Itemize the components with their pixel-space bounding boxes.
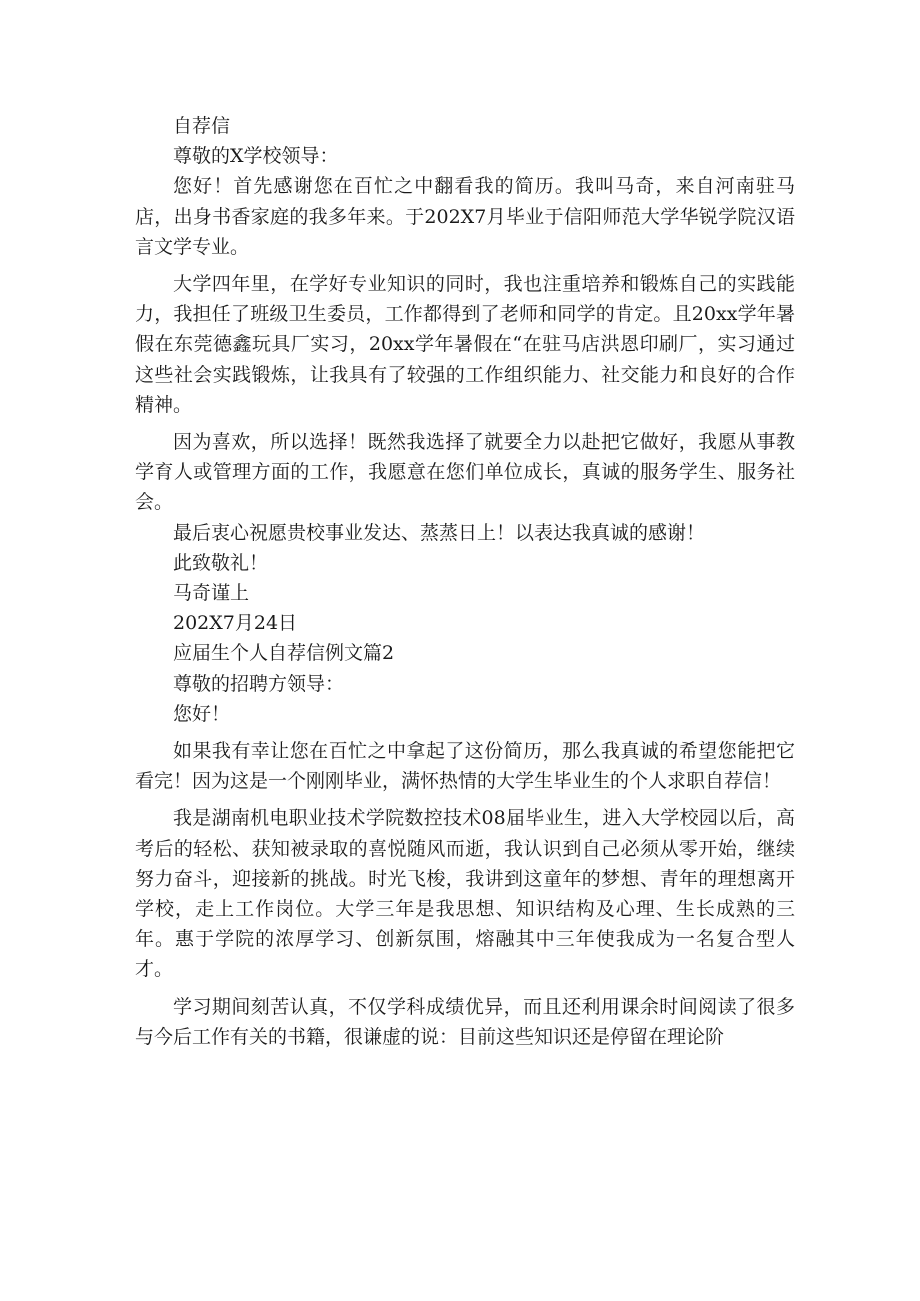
closing-salute: 此致敬礼！ (173, 551, 269, 574)
document-body (135, 111, 795, 1052)
paragraph-choice: 因为喜欢，所以选择！既然我选择了就要全力以赴把它做好，我愿从事教学育人或管理方面的工作，我愿意在您们单位成长，真诚的服务学生、服务社会。 (135, 431, 795, 514)
paragraph-closing-wish: 最后衷心祝愿贵校事业发达、蒸蒸日上！以表达我真诚的感谢！ (173, 521, 706, 544)
paragraph-university: 大学四年里，在学好专业知识的同时，我也注重培养和锻炼自己的实践能力，我担任了班级卫生委员，工作都得到了老师和同学的肯定。且20xx学年暑假在东莞德鑫玩具厂实习，20xx学年暑假在“在驻马店洪恩印刷厂，实习通过这些社会实践锻炼，让我具有了较强的工作组织能力、社交能力和良好的合作精神。 (135, 273, 795, 416)
section-heading-2: 应届生个人自荐信例文篇2 (173, 642, 395, 665)
salutation-2: 尊敬的招聘方领导： (173, 672, 345, 695)
paragraph-background: 我是湖南机电职业技术学院数控技术08届毕业生，进入大学校园以后，高考后的轻松、获知被录取的喜悦随风而逝，我认识到自己必须从零开始，继续努力奋斗，迎接新的挑战。时光飞梭，我讲到这童年的梦想、青年的理想离开学校，走上工作岗位。大学三年是我思想、知识结构及心理、生长成熟的三年。惠于学院的浓厚学习、创新氛围，熔融其中三年使我成为一名复合型人才。 (135, 807, 795, 981)
paragraph-study: 学习期间刻苦认真，不仅学科成绩优异，而且还利用课余时间阅读了很多与今后工作有关的书籍，很谦虚的说：目前这些知识还是停留在理论阶 (135, 995, 795, 1048)
paragraph-intro: 您好！首先感谢您在百忙之中翻看我的简历。我叫马奇，来自河南驻马店，出身书香家庭的我多年来。于202X7月毕业于信阳师范大学华锐学院汉语言文学专业。 (135, 175, 795, 258)
signature: 马奇谨上 (173, 582, 250, 605)
paragraph-request: 如果我有幸让您在百忙之中拿起了这份简历，那么我真诚的希望您能把它看完！因为这是一个刚刚毕业，满怀热情的大学生毕业生的个人求职自荐信！ (135, 740, 795, 793)
salutation: 尊敬的X学校领导： (173, 145, 339, 168)
date: 202X7月24日 (173, 612, 298, 635)
greeting-2: 您好！ (173, 702, 231, 725)
letter-title: 自荐信 (173, 115, 231, 137)
